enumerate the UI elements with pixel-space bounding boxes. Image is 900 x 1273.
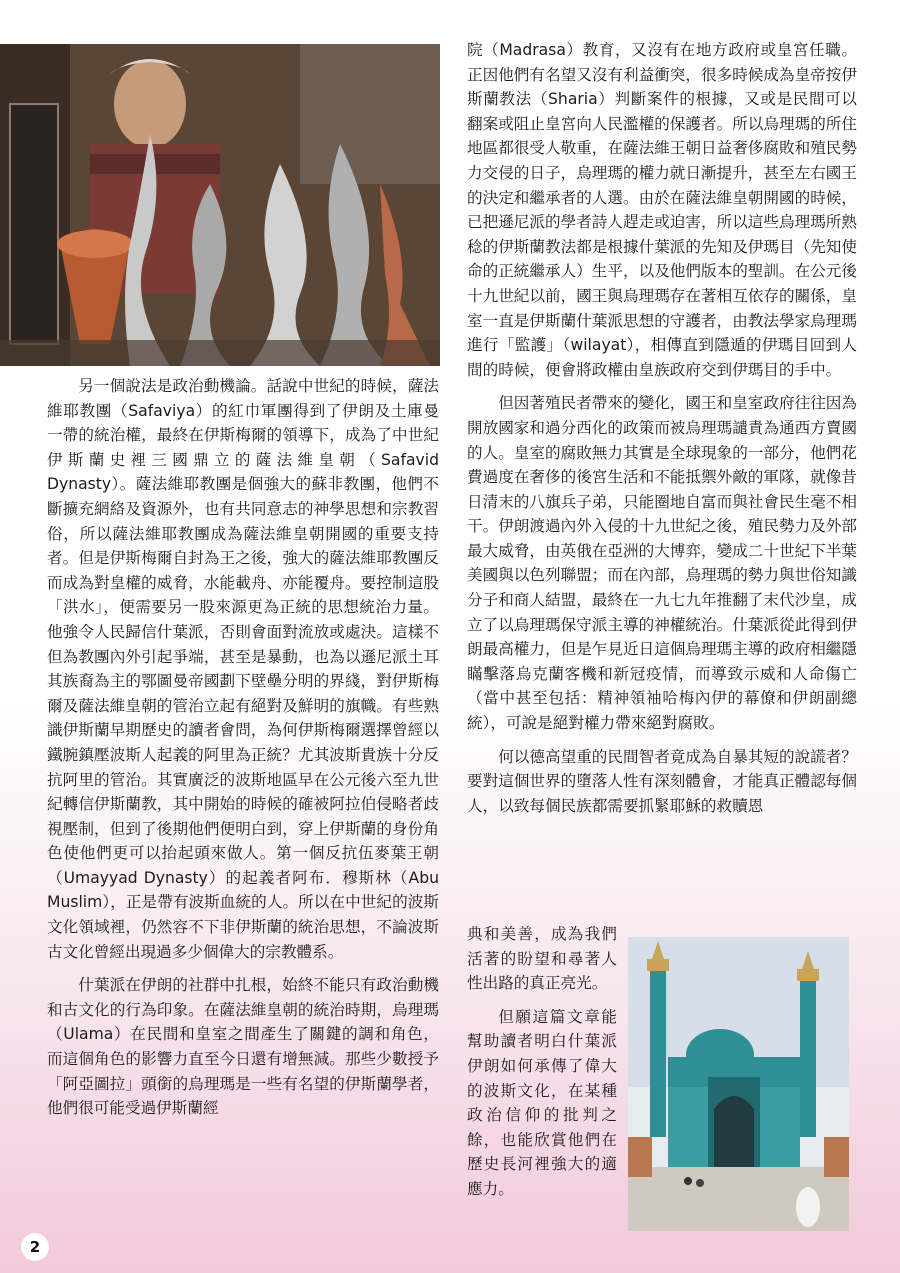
paragraph-colonial-change: 但因著殖民者帶來的變化，國王和皇室政府往往因為開放國家和過分西化的政策而被烏理瑪譴責為通西方賣國的人。皇室的腐敗無力其實是全球現象的一部分，他們花費過度在奢侈的後宮生活和不能抵禦外敵的軍隊，就像昔日清末的八旗兵子弟，只能圈地自富而與社會民生毫不相干。伊朗渡過內外入侵的十九世紀之後，殖民勢力及外部最大威脅，由英俄在亞洲的大博弈，變成二十世紀下半葉美國與以色列聯盟；而在內部，烏理瑪的勢力與世俗知識分子和商人結盟，最終在一九七九年推翻了末代沙皇，成立了以烏理瑪保守派主導的神權統治。什葉派從此得到伊朗最高權力，但是乍見近日這個烏理瑪主導的政府相繼隱瞞擊落烏克蘭客機和新冠疫情，而導致示威和人命傷亡（當中甚至包括：精神領袖哈梅內伊的幕僚和伊朗副總統），可說是絕對權力帶來絕對腐敗。	[467, 394, 857, 733]
left-column	[47, 374, 439, 1130]
paragraph-ulama-role: 什葉派在伊朗的社群中扎根，始終不能只有政治動機和古文化的行為印象。在薩法維皇朝的統治時期，烏理瑪（Ulama）在民間和皇室之間產生了關鍵的調和角色，而這個角色的影響力直至今日還有增無減。那些少數授予「阿亞圖拉」頭銜的烏理瑪是一些有名望的伊斯蘭學者，他們很可能受過伊斯蘭經	[47, 976, 439, 1118]
paragraph-redemption-wide: 何以德高望重的民間智者竟成為自暴其短的說謊者？要對這個世界的墮落人性有深刻體會，才能真正體認每個人，以致每個民族都需要抓緊耶穌的救贖恩	[467, 747, 857, 815]
paragraph-conclusion: 但願這篇文章能幫助讀者明白什葉派伊朗如何承傳了偉大的波斯文化，在某種政治信仰的批判之餘，也能欣賞他們在歷史長河裡強大的適應力。	[467, 1007, 617, 1198]
paragraph-ulama-continuation: 院（Madrasa）教育，又沒有在地方政府或皇宮任職。正因他們有名望又沒有利益衝突，很多時候成為皇帝按伊斯蘭教法（Sharia）判斷案件的根據，又或是民間可以翻案或阻止皇宮向人民濫權的保護者。所以烏理瑪的所住地區都很受人敬重，在薩法維王朝日益奢侈腐敗和殖民勢力交侵的日子，烏理瑪的權力就日漸提升，甚至左右國王的決定和繼承者的人選。由於在薩法維皇朝開國的時候，已把遜尼派的學者詩人趕走或迫害，所以這些烏理瑪所熟稔的伊斯蘭教法都是根據什葉派的先知及伊瑪目（先知使命的正統繼承人）生平，以及他們版本的聖訓。在公元後十九世紀以前，國王與烏理瑪存在著相互依存的關係，皇室一直是伊斯蘭什葉派思想的守護者，由教法學家烏理瑪進行「監護」（wilayat），相傳直到隱遁的伊瑪目回到人間的時候，便會將政權由皇族政府交到伊瑪目的手中。	[467, 41, 857, 379]
right-column	[467, 38, 857, 818]
paragraph-redemption-narrow: 典和美善，成為我們活著的盼望和尋著人性出路的真正亮光。	[467, 925, 617, 993]
right-column-narrow	[467, 922, 617, 1211]
mosque-photo	[628, 937, 849, 1231]
artisan-photo	[0, 44, 440, 366]
page-number: 2	[21, 1233, 49, 1261]
paragraph-political-motive: 另一個說法是政治動機論。話說中世紀的時候，薩法維耶教團（Safaviya）的紅巾軍團得到了伊朗及土庫曼一帶的統治權，最終在伊斯梅爾的領導下，成為了中世紀伊斯蘭史裡三國鼎立的薩法維皇朝（Safavid Dynasty）。薩法維耶教團是個強大的蘇非教團，他們不斷擴充網絡及資源外，也有共同意志的神學思想和宗教習俗，所以薩法維耶教團成為薩法維皇朝開國的重要支持者。但是伊斯梅爾自封為王之後，強大的薩法維耶教團反而成為對皇權的威脅，水能載舟、亦能覆舟。要控制這股「洪水」，便需要另一股來源更為正統的思想統治力量。他強令人民歸信什葉派，否則會面對流放或處決。這樣不但為教團內外引起爭端，甚至是暴動，也為以遜尼派土耳其族裔為主的鄂圖曼帝國劃下壁壘分明的界綫，對伊斯梅爾及薩法維皇朝的管治立起有絕對及鮮明的旗幟。有些熟識伊斯蘭早期歷史的讀者會問，為何伊斯梅爾選擇曾經以鐵腕鎮壓波斯人起義的阿里為正統？尤其波斯貴族十分反抗阿里的管治。其實廣泛的波斯地區早在公元後六至九世紀轉信伊斯蘭教，其中開始的時候的確被阿拉伯侵略者歧視壓制，但到了後期他們便明白到，穿上伊斯蘭的身份角色使他們更可以抬起頭來做人。第一個反抗伍麥葉王朝（Umayyad Dynasty）的起義者阿布．穆斯林（Abu Muslim），正是帶有波斯血統的人。所以在中世紀的波斯文化領域裡，仍然容不下非伊斯蘭的統治思想，不論波斯古文化曾經出現過多少個偉大的宗教體系。	[47, 377, 439, 961]
